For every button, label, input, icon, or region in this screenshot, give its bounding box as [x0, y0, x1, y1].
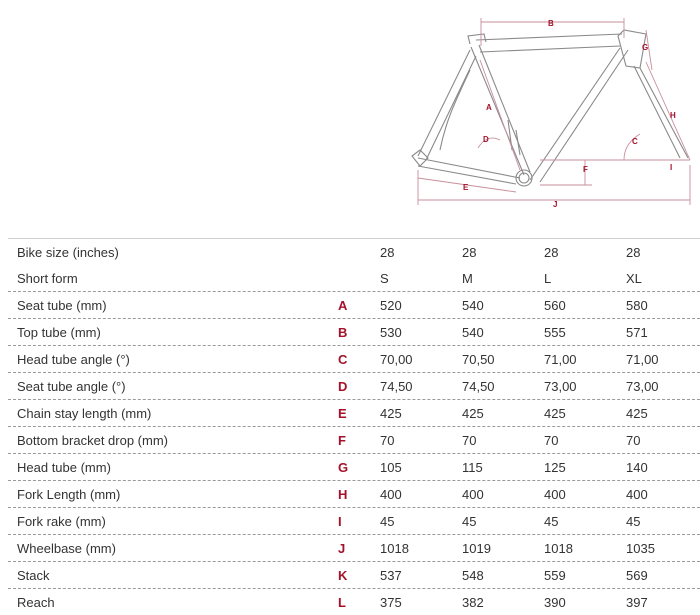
cell: 400 [380, 487, 402, 502]
seat-tube [471, 47, 524, 175]
cell: 115 [462, 460, 483, 475]
table-row [8, 427, 700, 454]
row-label: Seat tube (mm) [17, 298, 107, 313]
cell: 70 [626, 433, 641, 448]
cell: 1018 [380, 541, 409, 556]
row-letter: A [338, 298, 348, 313]
row-label: Head tube angle (°) [17, 352, 130, 367]
cell: 520 [380, 298, 402, 313]
table-row [8, 346, 700, 373]
row-label: Fork Length (mm) [17, 487, 121, 502]
cell: 28 [380, 245, 395, 260]
cell: 555 [544, 325, 566, 340]
cell: 28 [626, 245, 641, 260]
cell: 140 [626, 460, 648, 475]
cell: 105 [380, 460, 402, 475]
cell: 73,00 [544, 379, 577, 394]
row-letter: G [338, 460, 349, 475]
cell: S [380, 271, 389, 286]
cell: 382 [462, 595, 484, 610]
cell: 580 [626, 298, 648, 313]
fork [634, 66, 688, 158]
dim-f [540, 160, 690, 185]
top-tube [476, 34, 622, 40]
row-letter: I [338, 514, 342, 529]
table-row [8, 400, 700, 427]
cell: 1019 [462, 541, 491, 556]
cell: 71,00 [544, 352, 577, 367]
cell: 70 [544, 433, 559, 448]
cell: 530 [380, 325, 402, 340]
cell: L [544, 271, 552, 286]
cell: 71,00 [626, 352, 659, 367]
header-row-short-form [8, 265, 700, 292]
cell: 70 [380, 433, 395, 448]
row-label: Stack [17, 568, 50, 583]
letter-b: B [548, 19, 554, 28]
cell: 1035 [626, 541, 655, 556]
letter-f: F [583, 165, 588, 174]
row-label: Seat tube angle (°) [17, 379, 126, 394]
row-label: Reach [17, 595, 55, 610]
cell: 540 [462, 298, 484, 313]
row-label: Bike size (inches) [17, 245, 119, 260]
row-label: Chain stay length (mm) [17, 406, 152, 421]
letter-e: E [463, 183, 469, 192]
cell: 548 [462, 568, 484, 583]
cell: 537 [380, 568, 402, 583]
seat-stays [418, 50, 476, 160]
letter-c: C [632, 137, 638, 146]
cell: 74,50 [462, 379, 495, 394]
header-row-size [8, 238, 700, 265]
cell: 70,50 [462, 352, 495, 367]
cell: 425 [380, 406, 402, 421]
cell: 400 [626, 487, 648, 502]
letter-g: G [642, 43, 649, 52]
row-letter: C [338, 352, 348, 367]
table-row [8, 589, 700, 615]
table-row [8, 535, 700, 562]
cell: 28 [462, 245, 477, 260]
letter-d: D [483, 135, 489, 144]
cell: 1018 [544, 541, 573, 556]
table-row [8, 481, 700, 508]
row-label: Top tube (mm) [17, 325, 101, 340]
cell: XL [626, 271, 642, 286]
cell: 375 [380, 595, 402, 610]
cell: 45 [462, 514, 477, 529]
cell: 70 [462, 433, 477, 448]
row-label: Bottom bracket drop (mm) [17, 433, 168, 448]
cell: 125 [544, 460, 566, 475]
dim-a [480, 60, 520, 170]
row-letter: J [338, 541, 346, 556]
table-row [8, 508, 700, 535]
letter-a: A [486, 103, 492, 112]
cell: M [462, 271, 473, 286]
cell: 70,00 [380, 352, 413, 367]
geometry-table [8, 238, 700, 615]
row-letter: H [338, 487, 348, 502]
cell: 73,00 [626, 379, 659, 394]
row-label: Fork rake (mm) [17, 514, 106, 529]
cell: 45 [626, 514, 641, 529]
row-label: Wheelbase (mm) [17, 541, 116, 556]
cell: 425 [626, 406, 648, 421]
letter-j: J [553, 200, 558, 209]
cell: 571 [626, 325, 648, 340]
cell: 560 [544, 298, 566, 313]
cell: 425 [544, 406, 566, 421]
row-letter: E [338, 406, 347, 421]
table-row [8, 319, 700, 346]
cell: 559 [544, 568, 566, 583]
cell: 397 [626, 595, 648, 610]
row-letter: F [338, 433, 346, 448]
table-row [8, 562, 700, 589]
row-letter: D [338, 379, 348, 394]
cell: 74,50 [380, 379, 413, 394]
cell: 540 [462, 325, 484, 340]
cell: 45 [544, 514, 559, 529]
letter-h: H [670, 111, 676, 120]
row-label: Short form [17, 271, 78, 286]
cell: 45 [380, 514, 395, 529]
frame-geometry-diagram [390, 8, 700, 213]
table-row [8, 373, 700, 400]
dim-h [646, 62, 690, 160]
cell: 390 [544, 595, 566, 610]
dim-d-arc [478, 138, 500, 148]
cell: 400 [462, 487, 484, 502]
cell: 425 [462, 406, 484, 421]
row-label: Head tube (mm) [17, 460, 111, 475]
cell: 400 [544, 487, 566, 502]
row-letter: K [338, 568, 348, 583]
table-row [8, 292, 700, 319]
row-letter: L [338, 595, 346, 610]
cell: 28 [544, 245, 559, 260]
cell: 569 [626, 568, 648, 583]
table-row [8, 454, 700, 481]
letter-i: I [670, 163, 673, 172]
row-letter: B [338, 325, 348, 340]
